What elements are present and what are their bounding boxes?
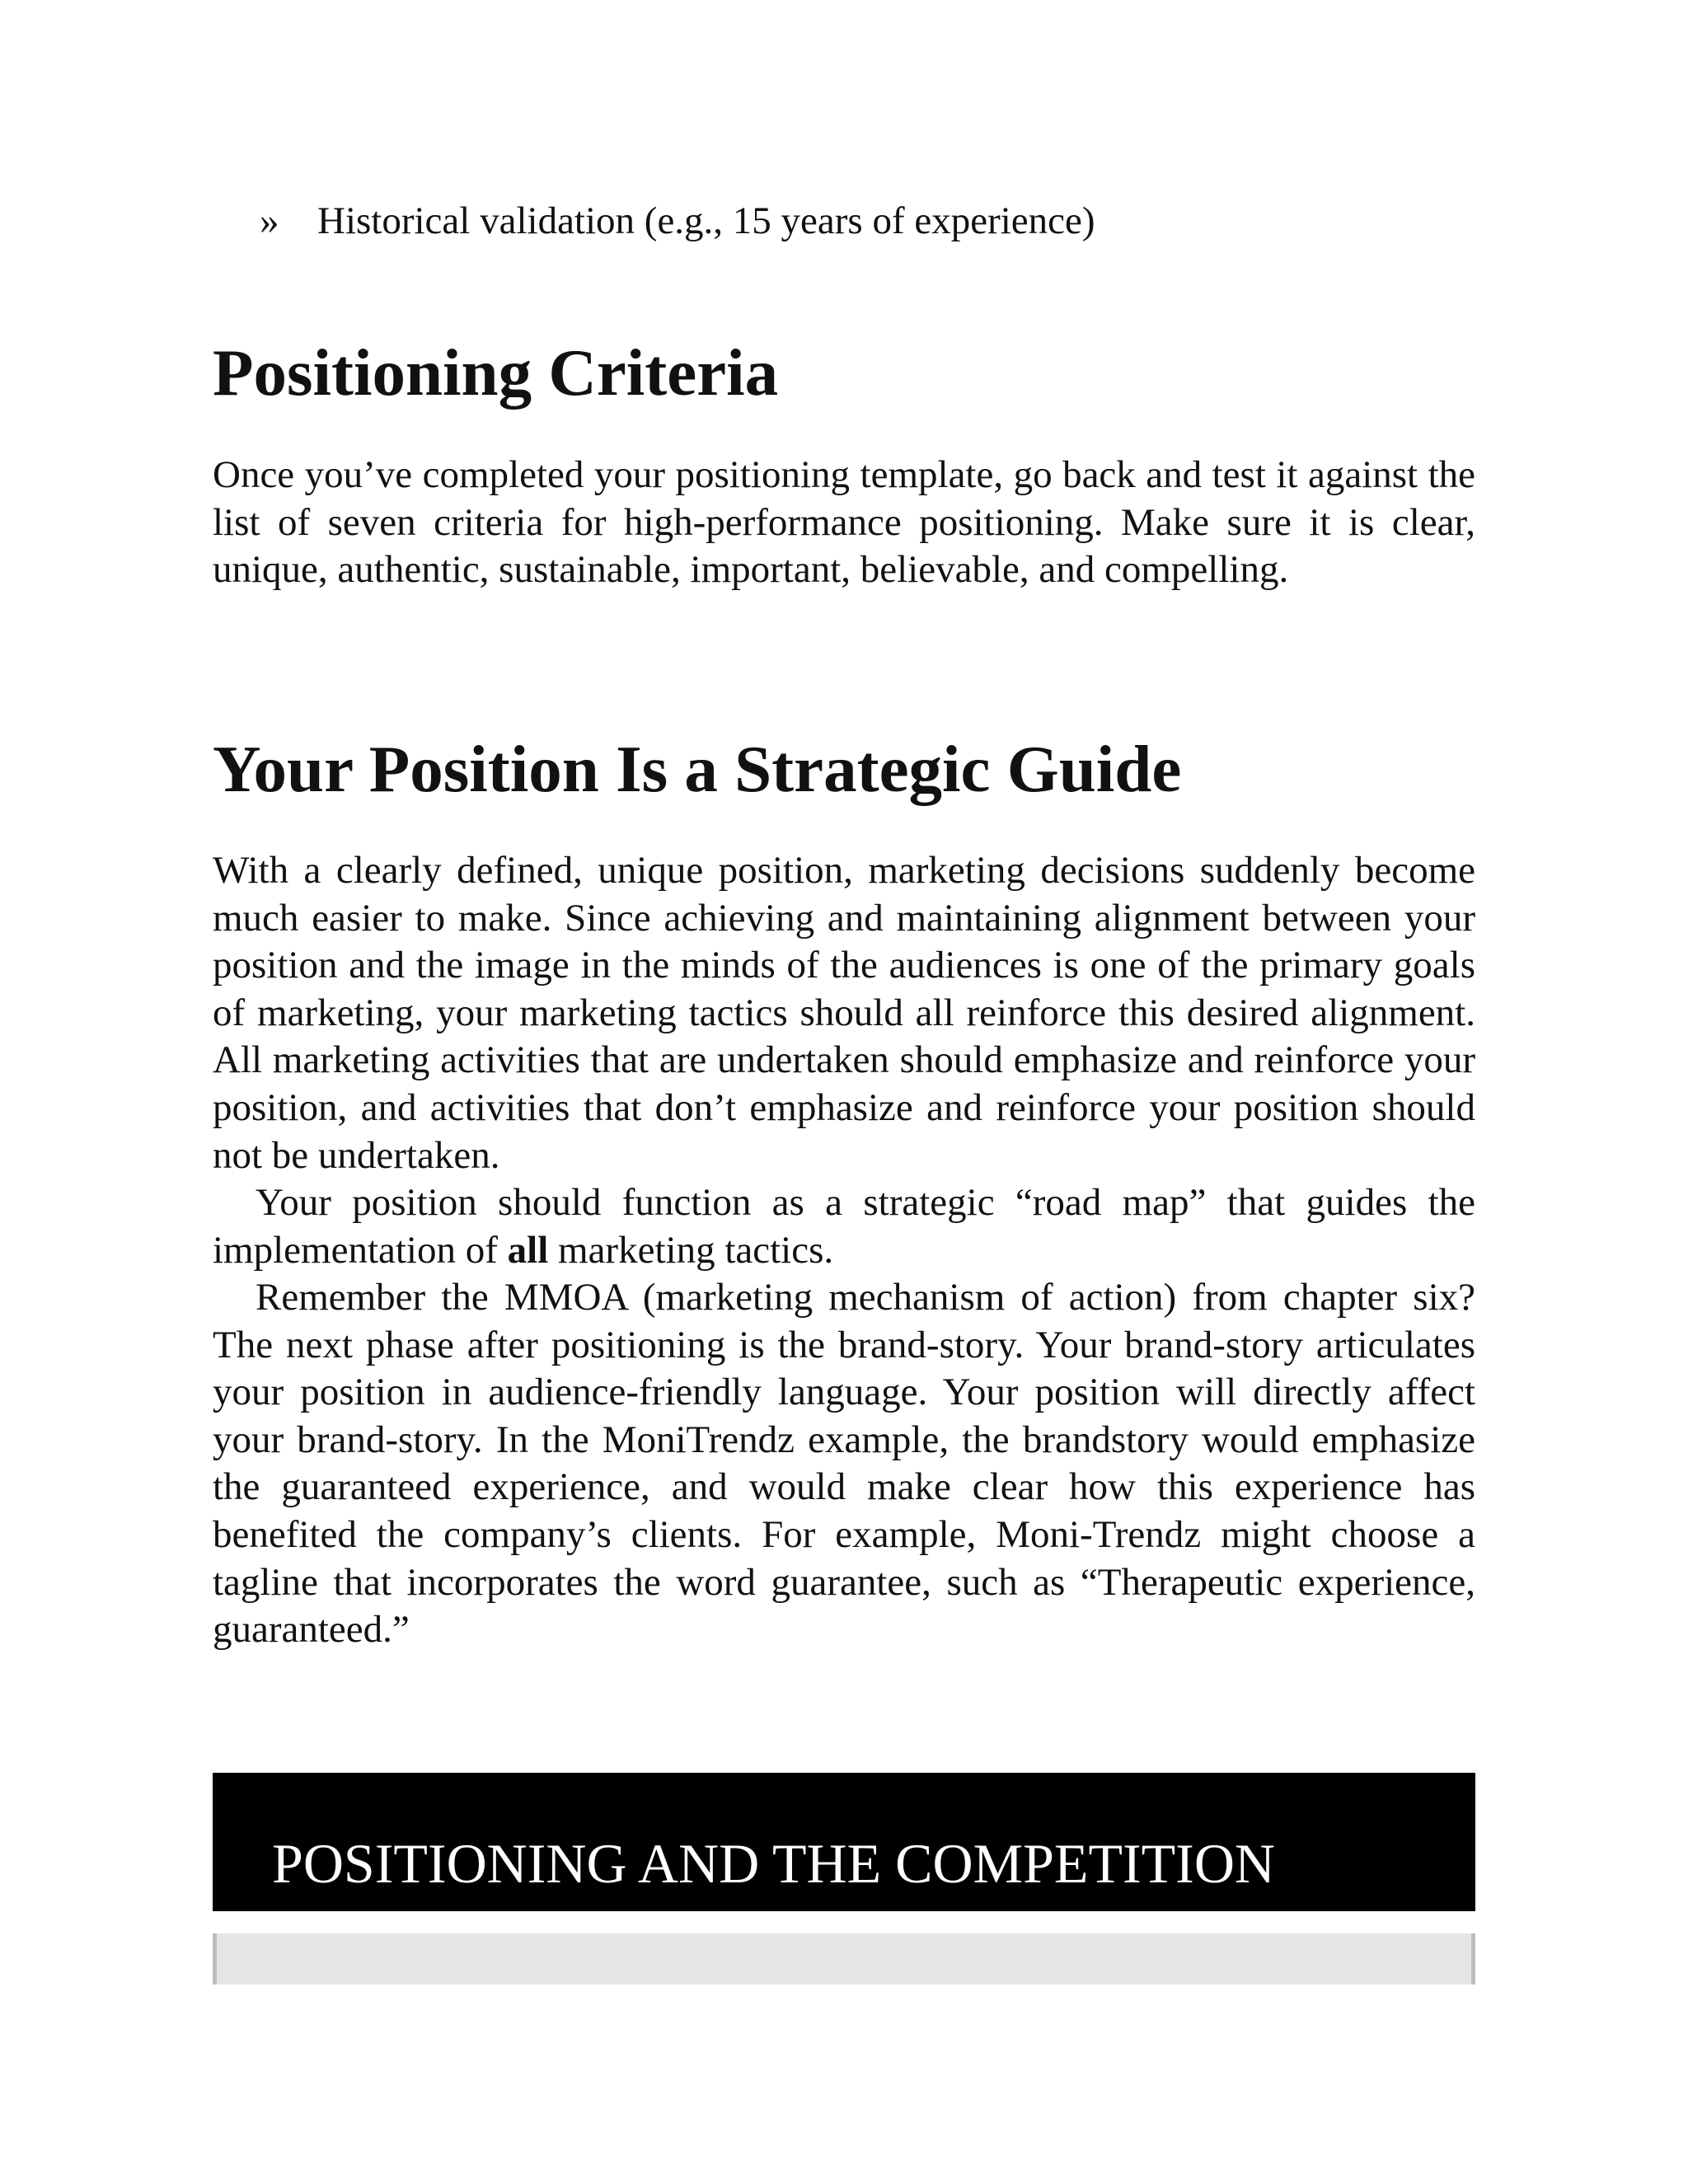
paragraph-guide-2-end: marketing tactics. [548,1228,834,1272]
paragraph-guide-2-start: Your position should function as a strategic “road map” that guides the implementation of [213,1181,1475,1272]
sidebar-body [213,1933,1475,1985]
sidebar-header [213,1773,1475,1911]
heading-positioning-criteria: Positioning Criteria [213,335,779,410]
heading-strategic-guide: Your Position Is a Strategic Guide [213,732,1182,806]
sidebar-title: POSITIONING AND THE COMPETITION [272,1832,1276,1895]
bullet-marker: » [260,199,279,242]
bullet-item [260,196,1095,246]
paragraph-criteria: Once you’ve completed your positioning template, go back and test it against the list of seven criteria for high-performance positioning. Make sure it is clear, unique, authentic, sustainable, important, believable, and compelling. [213,453,1475,592]
paragraph-guide-3: Remember the MMOA (marketing mechanism of action) from chapter six? The next phase after positioning is the brand-story. Your brand-story articulates your position in audience-friendly language. Your position will directly affect your brand-story. In the MoniTrendz example, the brandstory would emphasize the guaranteed experience, and would make clear how this experience has benefited the company’s clients. For example, Moni-Trendz might choose a tagline that incorporates the word guarantee, such as “Therapeutic experience, guaranteed.” [213,1276,1475,1652]
bold-all: all [507,1228,549,1272]
bullet-item-text: Historical validation (e.g., 15 years of experience) [317,199,1095,242]
paragraph-guide-2 [213,1179,1475,1274]
paragraph-guide-1: With a clearly defined, unique position, marketing decisions suddenly become much easier to make. Since achieving and maintaining alignment between your position and the image in the minds of the audiences is one of the primary goals of marketing, your marketing tactics should all reinforce this desired alignment. All marketing activities that are undertaken should emphasize and reinforce your position, and activities that don’t emphasize and reinforce your position should not be undertaken. [213,849,1475,1177]
